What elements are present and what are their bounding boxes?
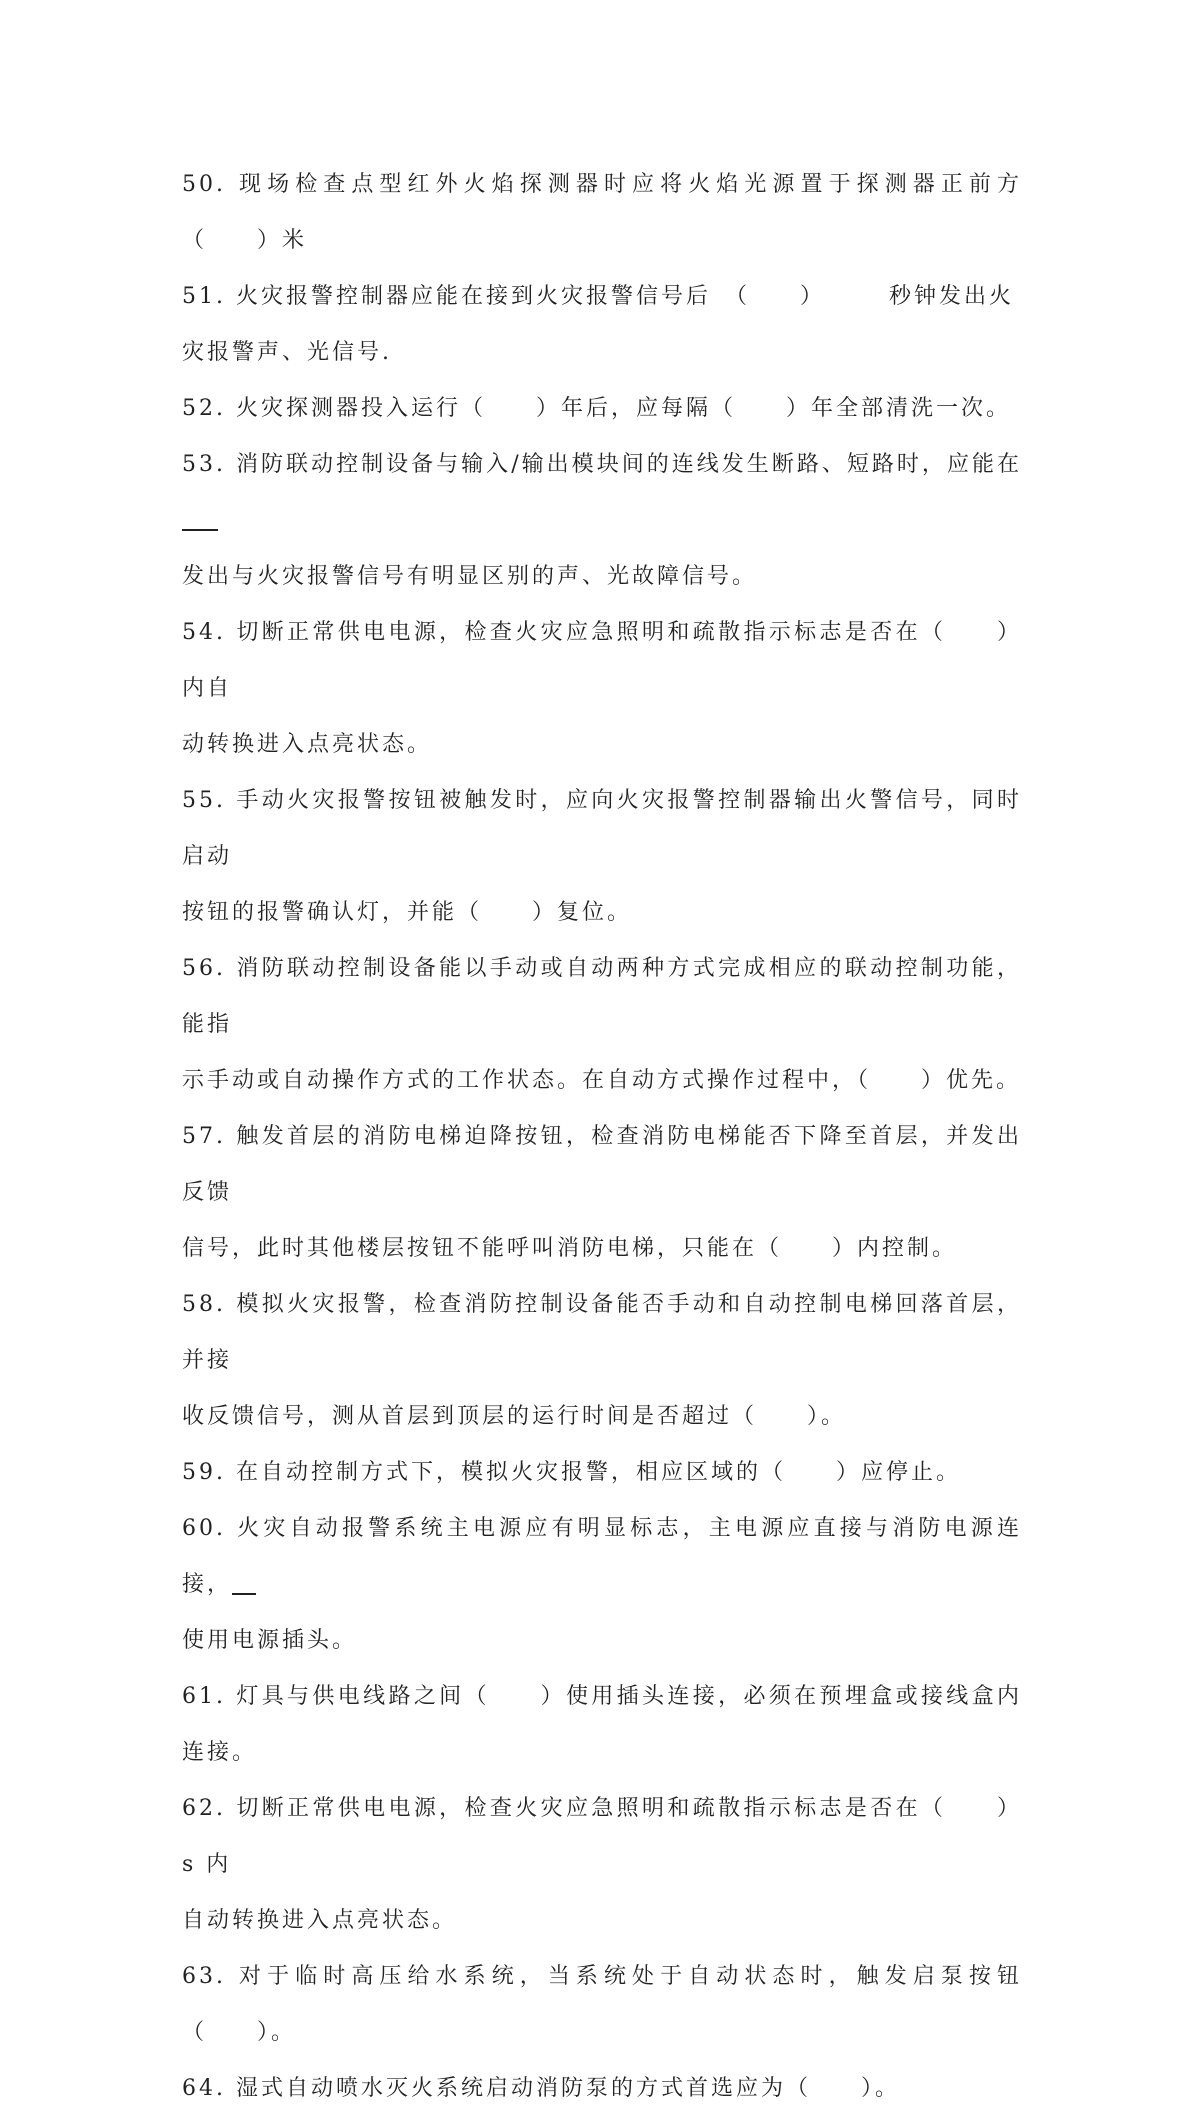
question-55-line2: 按钮的报警确认灯，并能（ ）复位。 (182, 900, 633, 925)
question-50 (182, 157, 1022, 269)
question-60 (182, 1501, 1022, 1669)
question-53 (182, 437, 1022, 605)
question-63 (182, 1949, 1022, 2061)
question-52-line1: 52. 火灾探测器投入运行（ ）年后，应每隔（ ）年全部清洗一次。 (182, 396, 1011, 421)
question-62 (182, 1781, 1022, 1949)
question-56-line1: 56. 消防联动控制设备能以手动或自动两种方式完成相应的联动控制功能，能指 (182, 956, 1022, 1037)
question-62-line1: 62. 切断正常供电电源，检查火灾应急照明和疏散指示标志是否在（ ）s 内 (182, 1796, 1022, 1877)
question-53-line2: 发出与火灾报警信号有明显区别的声、光故障信号。 (182, 564, 758, 589)
question-60-line2: 使用电源插头。 (182, 1628, 358, 1653)
question-58 (182, 1277, 1022, 1445)
question-52 (182, 381, 1022, 437)
question-54-line1: 54. 切断正常供电电源，检查火灾应急照明和疏散指示标志是否在（ ）内自 (182, 620, 1022, 701)
question-63-line1: 63. 对于临时高压给水系统，当系统处于自动状态时，触发启泵按钮（ ）。 (182, 1964, 1022, 2045)
question-54 (182, 605, 1022, 773)
question-61-line1: 61. 灯具与供电线路之间（ ）使用插头连接，必须在预埋盒或接线盒内连接。 (182, 1684, 1022, 1765)
answer-blank (182, 503, 218, 531)
question-60-line1: 60. 火灾自动报警系统主电源应有明显标志，主电源应直接与消防电源连接， (182, 1516, 1022, 1597)
question-64-line1: 64. 湿式自动喷水灭火系统启动消防泵的方式首选应为（ ）。 (182, 2076, 900, 2101)
question-57-line2: 信号，此时其他楼层按钮不能呼叫消防电梯，只能在（ ）内控制。 (182, 1236, 958, 1261)
question-55-line1: 55. 手动火灾报警按钮被触发时，应向火灾报警控制器输出火警信号，同时启动 (182, 788, 1022, 869)
question-59-line1: 59. 在自动控制方式下，模拟火灾报警，相应区域的（ ）应停止。 (182, 1460, 961, 1485)
question-56-line2: 示手动或自动操作方式的工作状态。在自动方式操作过程中，（ ）优先。 (182, 1068, 1022, 1093)
question-55 (182, 773, 1022, 941)
question-50-line1: 50. 现场检查点型红外火焰探测器时应将火焰光源置于探测器正前方（ ）米 (182, 172, 1022, 253)
question-53-line1: 53. 消防联动控制设备与输入/输出模块间的连线发生断路、短路时，应能在 (182, 452, 1022, 477)
question-51-line2: 灾报警声、光信号. (182, 340, 392, 365)
question-58-line2: 收反馈信号，测从首层到顶层的运行时间是否超过（ ）。 (182, 1404, 847, 1429)
question-57 (182, 1109, 1022, 1277)
question-list (182, 157, 1022, 2117)
question-56 (182, 941, 1022, 1109)
question-64 (182, 2061, 1022, 2117)
question-58-line1: 58. 模拟火灾报警，检查消防控制设备能否手动和自动控制电梯回落首层，并接 (182, 1292, 1022, 1373)
question-54-line2: 动转换进入点亮状态。 (182, 732, 433, 757)
question-62-line2: 自动转换进入点亮状态。 (182, 1908, 458, 1933)
question-59 (182, 1445, 1022, 1501)
question-51-line1: 51. 火灾报警控制器应能在接到火灾报警信号后 （ ） 秒钟发出火 (182, 284, 1014, 309)
question-57-line1: 57. 触发首层的消防电梯迫降按钮，检查消防电梯能否下降至首层，并发出反馈 (182, 1124, 1022, 1205)
question-51 (182, 269, 1022, 381)
answer-blank (232, 1567, 256, 1595)
question-61 (182, 1669, 1022, 1781)
